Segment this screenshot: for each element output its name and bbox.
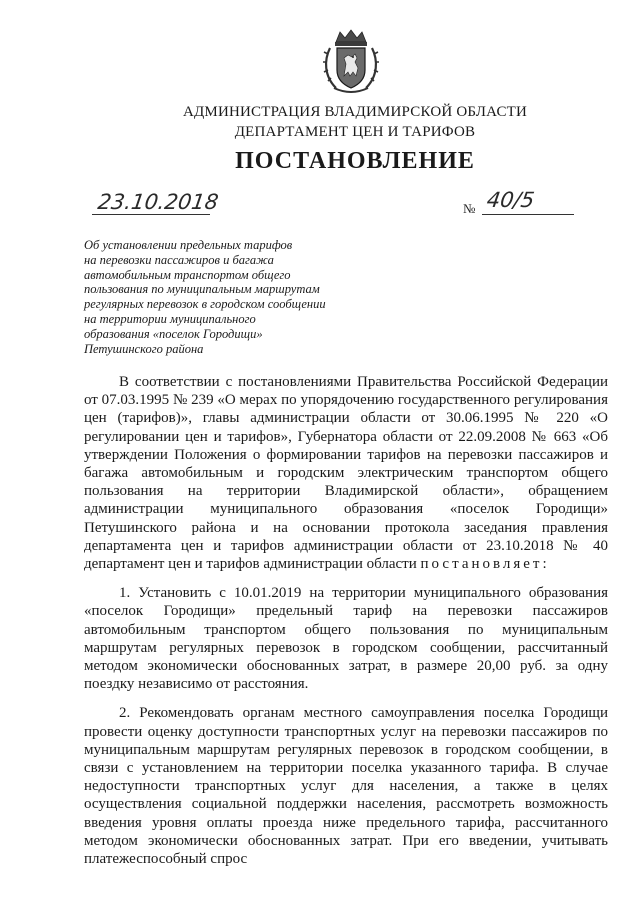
date-underline	[92, 214, 210, 215]
preamble-text: В соответствии с постановлениями Правительства Российской Федерации от 07.03.1995 № 239 «О мерах по упорядочению государственного регулирования цен (тарифов)», главы администрации области от 30.06.1995 № 220 «О регулировании цен и тарифов», Губернатора области от 22.09.2008 № 663 «Об утверждении Положения о формировании тарифов на перевозки пассажиров и багажа автомобильным и городским электрическим транспортом общего пользования на территории Владимирской области», обращением администрации муниципального образования «поселок Городищи» Петушинского района и на основании протокола заседания правления департамента цен и тарифов администрации области от 23.10.2018 № 40 департамент цен и тарифов администрации области	[84, 374, 608, 573]
subject-line: автомобильным транспортом общего	[84, 267, 291, 282]
subject-line: Петушинского района	[84, 341, 204, 356]
department-name: ДЕПАРТАМЕНТ ЦЕН И ТАРИФОВ	[234, 124, 476, 140]
subject-line: образования «поселок Городищи»	[84, 326, 263, 341]
clause-2: 2. Рекомендовать органам местного самоуправления поселка Городищи провести оценку доступности транспортных услуг на перевозки пассажиров по муниципальным маршрутам регулярных перевозок в городском сообщении, в связи с установлением на территории поселка указанного тарифа. В случае недоступности транспортных услуг для населения, а также в целях осуществления социальной поддержки населения, рассмотреть возможность введения уровня оплаты проезда ниже предельного тарифа, рассчитанного методом экономически обоснованных затрат. При его введении, учитывать платежеспособный спрос	[84, 705, 608, 868]
coat-of-arms-icon	[322, 28, 380, 96]
document-date: 23.10.2018	[96, 190, 220, 214]
decree-word: постановляет:	[420, 556, 550, 573]
document-subject	[84, 238, 374, 356]
subject-line: пользования по муниципальным маршрутам	[84, 282, 320, 297]
subject-line: на территории муниципального	[84, 311, 256, 326]
number-label: №	[463, 201, 476, 216]
document-title: ПОСТАНОВЛЕНИЕ	[235, 148, 475, 174]
preamble-paragraph	[84, 373, 608, 573]
subject-line: на перевозки пассажиров и багажа	[84, 252, 274, 267]
subject-line: Об установлении предельных тарифов	[84, 238, 293, 252]
number-underline	[482, 214, 574, 215]
organization-name: АДМИНИСТРАЦИЯ ВЛАДИМИРСКОЙ ОБЛАСТИ	[182, 104, 528, 120]
document-body	[84, 373, 608, 868]
subject-line: регулярных перевозок в городском сообщении	[84, 297, 326, 312]
clause-1: 1. Установить с 10.01.2019 на территории муниципального образования «поселок Городищи» предельный тариф на перевозки пассажиров автомобильным транспортом общего пользования по муниципальным маршрутам регулярных перевозок в городском сообщении, рассчитанный методом экономически обоснованных затрат, в размере 20,00 руб. за одну поездку независимо от расстояния.	[84, 585, 608, 693]
document-number: 40/5	[485, 188, 536, 212]
